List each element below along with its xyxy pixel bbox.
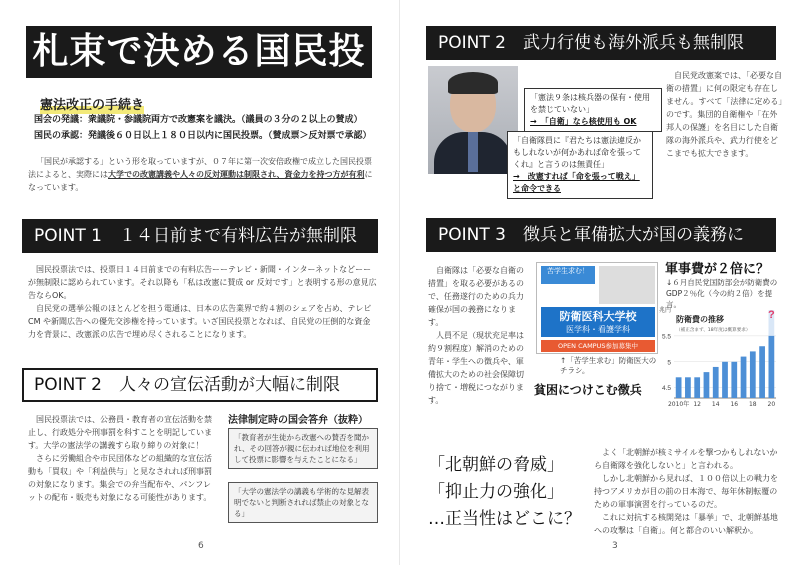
point2-right-heading: POINT 2 武力行使も海外派兵も無制限 bbox=[426, 26, 776, 60]
quote-box-nuclear bbox=[524, 88, 662, 132]
chart-bar bbox=[741, 357, 747, 398]
point3-heading: POINT 3 徴兵と軍備拡大が国の義務に bbox=[426, 218, 776, 252]
chart-x-tick-label: 18 bbox=[748, 401, 757, 408]
quote-box-sdf bbox=[507, 131, 653, 199]
north-korea-body bbox=[594, 446, 782, 537]
flyer-caption: ↑「苦学生求む」防衛医大のチラシ。 bbox=[560, 356, 657, 375]
national-approval-line: 国民の承認：発議後６０日以上１８０日以内に国民投票。（賛成票＞反対票で承認） bbox=[34, 131, 372, 141]
page-number-left: 6 bbox=[198, 541, 204, 551]
chart-x-tick-label: 20 bbox=[767, 401, 776, 408]
amendment-procedure-heading: 憲法改正の手続き bbox=[40, 94, 144, 114]
military-spending-title: 軍事費が２倍に？ bbox=[665, 262, 770, 277]
flyer-name-text: 防衛医科大学校 bbox=[559, 310, 637, 323]
point2-left-body bbox=[28, 413, 216, 504]
point3-paragraph-2: 人員不足（現状充足率は約９割程度）解消のための青年・学生への徴兵や、軍備拡大のための社会保障切り捨て・増税につながります。 bbox=[428, 331, 524, 405]
chart-x-tick-label: 12 bbox=[693, 401, 702, 408]
military-spending-note: ↓６月自民党国防部会が防衛費の GDP２％化（今の約２倍）を提言。 bbox=[666, 278, 778, 309]
diet-proposal-line: 国会の発議：衆議院・参議院両方で改憲案を議決。（議員の３分の２以上の賛成） bbox=[34, 115, 363, 125]
chart-x-tick-label: 2010年 bbox=[667, 401, 690, 408]
chart-bar bbox=[694, 377, 700, 398]
chart-bar bbox=[713, 367, 719, 398]
chart-y-tick-label: 5.5 bbox=[661, 333, 671, 341]
chart-bar bbox=[685, 377, 691, 398]
amendment-procedure-lines bbox=[34, 112, 384, 144]
quote-sdf-arrow: → 改憲すれば「命を張って戦え」と命令できる bbox=[513, 172, 640, 193]
chart-x-tick-label: 14 bbox=[711, 401, 720, 408]
north-korea-paragraph-2: しかし北朝鮮から見れば、１００倍以上の戦力を持つアメリカが目の前の日本海で、毎年休制転覆のための軍事演習を行っているのだ。 bbox=[594, 474, 778, 509]
headline-deterrence: 「抑止力の強化」 bbox=[428, 482, 564, 502]
chart-projected-label: ? bbox=[767, 309, 775, 321]
chart-bar bbox=[768, 336, 774, 398]
point2-left-paragraph-2: さらに労働組合や市民団体などの組織的な宣伝活動も「買収」や「利益供与」と見なされれば刑事罰の対象になります。集会での弁当配布や、パンフレットの配布・販売も対象になる可能性があります。 bbox=[28, 454, 212, 502]
chart-bar bbox=[676, 377, 682, 398]
intro-emphasis: 大学での改憲講義や人々の反対運動は制限され、資金力を持つ方が有利 bbox=[108, 170, 365, 179]
point1-paragraph-2: 自民党の選挙公報のほとんどを担う電通は、日本の広告業界で約４割のシェアを占め、テレビ CM や新聞広告への優先交渉権を持っています。いざ国民投票となれば、自民党の圧倒的な資金力を背景に、改憲派の広告で埋め尽くされることになります。 bbox=[28, 304, 372, 339]
page-number-right: 3 bbox=[612, 541, 618, 551]
chart-y-tick-label: 5 bbox=[667, 359, 671, 367]
chart-y-tick-label: 4.5 bbox=[661, 385, 671, 393]
chart-bar bbox=[750, 351, 756, 398]
diet-answer-box-2: 「大学の憲法学の講義も学術的な見解表明でないと判断されれば禁止の対象となる」 bbox=[228, 482, 378, 523]
point1-paragraph-1: 国民投票法では、投票日１４日前までの有料広告ーーテレビ・新聞・インターネットなどーーが無制限に認められています。それ以降も「私は改憲に賛成 or 反対です」と表明する形の意見広告ならOK。 bbox=[28, 265, 377, 300]
intro-tail: になっています。 bbox=[28, 170, 373, 192]
poverty-draft-label: 貧困につけこむ徴兵 bbox=[534, 383, 642, 397]
chart-x-tick-label: 16 bbox=[730, 401, 739, 408]
defense-budget-chart bbox=[650, 302, 780, 414]
point1-body bbox=[28, 263, 378, 341]
intro-text: 「国民が承認する」という形を取っていますが、０７年に第一次安倍政権で成立した国民投票法によると、実際には bbox=[28, 157, 372, 179]
politician-photo bbox=[428, 66, 518, 174]
photo-tie bbox=[468, 132, 478, 172]
page-title: 札束で決める国民投票 bbox=[26, 26, 372, 78]
headline-threat: 「北朝鮮の脅威」 bbox=[428, 455, 564, 475]
chart-note: （補正含まず、18年度は概算要求） bbox=[676, 328, 751, 333]
flyer-subtitle: 医学科・看護学科 bbox=[566, 325, 630, 334]
point2-left-heading: POINT 2 人々の宣伝活動が大幅に制限 bbox=[22, 368, 378, 402]
quote-nuclear-arrow: → 「自衛」なら核使用も OK bbox=[530, 117, 637, 126]
chart-bar bbox=[759, 346, 765, 398]
photo-hair bbox=[448, 72, 498, 94]
flyer-bottom-banner: OPEN CAMPUS参加募集中 bbox=[541, 340, 655, 352]
point2-right-paragraph: 自民党改憲案では、「必要な自衛の措置」に何の限定も存在しません。すべて「法律に定める」のです。集団的自衛権や「在外邦人の保護」を名目にした自衛隊の海外派兵や、武力行使をどこまでも拡大できます。 bbox=[666, 71, 783, 158]
chart-bar bbox=[722, 362, 728, 398]
intro-paragraph bbox=[28, 155, 376, 194]
quote-nuclear-text: 「憲法９条は核兵器の保有・使用を禁じていない」 bbox=[530, 93, 650, 114]
point3-paragraph-1: 自衛隊は「必要な自衛の措置」を取る必要があるので、任務遂行のための兵力確保が国の義務になります。 bbox=[428, 266, 524, 327]
point3-body bbox=[428, 264, 530, 407]
north-korea-paragraph-1: よく「北朝鮮が核ミサイルを撃つかもしれないから自衛隊を強化しないと」と言われる。 bbox=[594, 448, 778, 470]
flyer-photo bbox=[599, 266, 655, 304]
point2-left-paragraph-1: 国民投票法では、公務員・教育者の宣伝活動を禁止し、行政処分や刑事罰を科すことを明記しています。大学の憲法学の講義すら取り締りの対象に！ bbox=[28, 415, 212, 450]
chart-y-axis-label: 兆円 bbox=[658, 307, 671, 314]
chart-bar bbox=[731, 362, 737, 398]
quote-sdf-text: 「自衛隊員に『君たちは憲法違反かもしれないが何かあれば命を張ってくれ』と言うのは無責任」 bbox=[513, 136, 641, 169]
headline-legitimacy: …正当性はどこに？ bbox=[428, 509, 581, 529]
diet-answer-box-1: 「教育者が生徒から改憲への賛否を聞かれ、その回答が親に伝われば地位を利用して投票に影響を与えたことになる」 bbox=[228, 428, 378, 469]
point2-right-body bbox=[666, 69, 784, 160]
flyer-school-name bbox=[541, 307, 655, 337]
point1-heading: POINT 1 １４日前まで有料広告が無制限 bbox=[22, 219, 378, 253]
chart-bar bbox=[704, 372, 710, 398]
north-korea-paragraph-3: これに対抗する核開発は「暴挙」で、北朝鮮基地への攻撃は「自衛」。何と都合のいい解釈か。 bbox=[594, 513, 778, 535]
diet-answers-heading: 法律制定時の国会答弁（抜粋） bbox=[228, 415, 368, 426]
north-korea-headline bbox=[428, 452, 581, 533]
flyer-top-banner: 苦学生求む！ bbox=[541, 266, 595, 284]
chart-title: 防衛費の推移 bbox=[676, 315, 724, 324]
recruitment-flyer-image bbox=[536, 262, 658, 354]
